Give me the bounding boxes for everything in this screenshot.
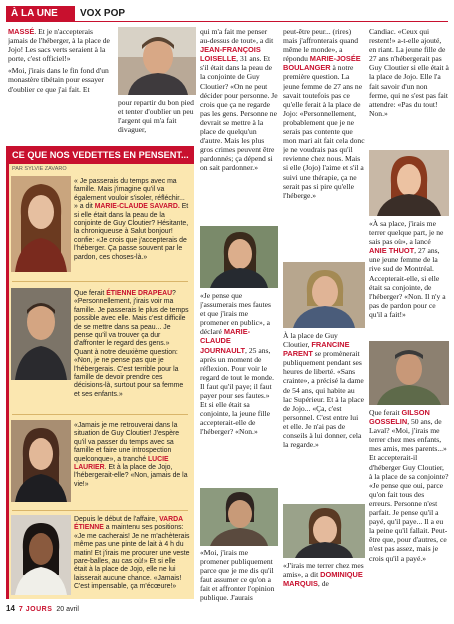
sidebar-quote-4 [74,516,190,598]
person-name: ANIE THUOT [369,246,415,256]
quote-text: «À sa place, j'irais me terrer quelque part, je ne sais pas où», a lancé [369,219,444,247]
column-5-bottom [369,408,449,604]
quote-text: , 31 ans. Et s'il était dans la peau de la conjointe de Guy Cloutier? «On ne peut décider pour personne. Je crois que ça ne regarde pas les gens. Personne ne devrait se mettre à la place de quelqu'un d'autre. Mais les plus gros crimes peuvent être pardonnés; ça dépend si on sait pardonner.» [200,54,278,173]
photo-lucie-laurier [11,420,71,502]
column-3-bottom [200,548,278,604]
quote-text: «Je pense que j'assumerais mes fautes et que j'irais me promener en public», a déclaré [200,291,271,337]
column-4-middle [283,331,365,511]
column-3-middle [200,291,278,487]
rubrique-label: À LA UNE [6,6,75,21]
quote-text: Et si elle était dans la peau de la conjointe de Guy Cloutier? Hésitante, la chroniqueuse à Salut bonjour! confie: «Je crois que j'accepterais de l'héberger. Ça passe souvent par le pardon, ces choses-là.» [74,203,189,261]
person-name: MARIE-JOSÉE BOULANGER [283,54,361,73]
quote-text: a maintenu ses positions: «Je me cacherais! Je ne m'achèterais même pas une pinte de lait à 4 h du matin! Et j'irais me procurer une veste pare-balles, au cas où!» Et si elle était à la place de Jojo, elle ne lui laisserait aucune chance. «Jamais! C'est impensable, ça m'écœure!» [74,524,190,591]
photo-varda-etienne [11,515,71,595]
person-name: JEAN-FRANÇOIS LOISELLE [200,45,261,64]
photo-man-bearded [200,488,278,546]
paragraph-1 [8,27,114,63]
quote-text: «J'irais me terrer chez mes amis», a dit [283,561,364,580]
section-title: VOX POP [80,8,126,19]
quote-text: , de [317,579,329,589]
quote-text: , 27 ans, une jeune femme de la rive sud de Montréal. Accepterait-elle, si elle était sa conjointe, de l'héberger? «Non. Il n'y a pas de pardon pour ce qu'il a fait!» [369,246,446,319]
quote-text: à notre première question. La jeune femme de 27 ans ne savait toutefois pas ce qu'elle ferait à la place de Jojo: «Personnellement, probablement que je ne serais pas contente que mon mari ait fait cela donc je ne voudrais pas qu'il revienne chez nous. Mais si elle (Jojo) l'aime et s'il a suivi une thérapie, ça ne serait pas si pire qu'elle l'héberge.» [283,63,365,200]
quote-text: «Moi, j'irais dans le fin fond d'un monastère tibétain pour essayer d'oublier ce que j'ai fait. Et [8,66,109,94]
quote-text: . Et à la place de Jojo, l'hébergerait-elle? «Non, jamais de la vie!» [74,464,188,488]
photo-anie-thuot [369,150,449,216]
person-name: GILSON GOSSELIN [369,408,430,427]
column-3 [200,27,278,223]
sidebar-title: CE QUE NOS VEDETTES EN PENSENT... [6,146,194,164]
quote-text: , 25 ans, après un moment de réflexion. Pour voir le regard de tout le monde. Il faut qu'il paye; il faut payer pour ses fautes.» Et si elle était sa conjointe, la jeune fille accepterait-elle de l'héberger? «Non.» [200,345,275,437]
person-name: VARDA ÉTIENNE [74,516,183,532]
photo-francine-parent [283,262,365,328]
magazine-name: 7 JOURS [18,606,53,613]
quote-text: Candiac. «Ceux qui restent!» a-t-elle ajouté, en riant. La jeune fille de 27 ans n'hébergerait pas Guy Cloutier si elle était à la place de Jojo. Elle l'a fait savoir d'un non ferme, qui ne s'est pas fait attendre: «Pas du tout! Non.» [369,27,449,118]
page-footer [6,604,79,613]
person-name: ÉTIENNE DRAPEAU [106,290,173,297]
issue-date: 20 avril [56,606,79,613]
quote-text: se promènerait publiquement pendant ses heures de liberté. «Sans crainte», a précisé la dame de 54 ans, qui habite au lac Supérieur. Et à la place de Jojo... «Ça, c'est personnel. C'est entre lui et elle. Je n'ai pas de conseils à lui donner, cela la regarde.» [283,349,364,450]
page-number: 14 [6,604,15,613]
photo-marie-claude-journault [200,226,278,288]
quote-text: «Jamais je me retrouverai dans la situation de Guy Cloutier! J'espère qu'il va passer du temps avec sa famille et faire une introspection quelconque», a tranché [74,422,180,463]
sidebar-separator [12,510,188,511]
column-4 [283,27,365,259]
column-1-top [8,27,114,141]
sidebar-separator [12,281,188,282]
person-name: DOMINIQUE MARQUIS [283,570,363,589]
paragraph-2 [8,66,114,93]
quote-text: peut-être peur... (rires) mais j'affronterais quand même le monde», a répondu [283,27,359,64]
quote-text: « Je passerais du temps avec ma famille. Mais j'imagine qu'il va également vouloir s'isoler, réfléchir... » a dit [74,178,185,211]
photo-gilson-gosselin [369,341,449,405]
column-4-bottom [283,561,365,605]
quote-text: . Et je n'accepterais jamais de l'héberger, à la place de Jojo! Les sacs verts seraient à la porte, c'est officiel!» [8,27,110,64]
sidebar-separator [12,414,188,415]
quote-text: À la place de Guy Cloutier, [283,331,338,350]
photo-man-portrait [118,27,196,95]
person-name: FRANCINE PARENT [283,340,350,359]
quote-text: «Moi, j'irais me promener publiquement parce que je me dis qu'il faut assumer ce qu'on a fait et affronter l'opinion publique. J'aurais [200,548,275,603]
quote-text: Que ferait [74,290,107,297]
quote-text: Que ferait [369,408,402,417]
quote-text: Depuis le début de l'affaire, [74,516,160,523]
quote-text: qui m'a fait me penser au-dessus de tout», a dit [200,27,274,46]
sidebar-quote-2 [74,290,190,410]
sidebar-quote-3 [74,422,190,508]
sidebar-quote-1 [74,178,190,276]
quote-text: pour repartir du bon pied et tenter d'oublier un peu l'argent qui m'a fait divaguer, [118,98,194,135]
person-name: LUCIE LAURIER [74,455,169,472]
sidebar-byline: PAR SYLVIE ZAVARO [12,166,67,172]
photo-marie-claude-savard [11,176,71,272]
photo-dominique-marquis [283,504,365,558]
quote-text: , 50 ans, de Laval? «Moi, j'irais me terrer chez mes enfants, mes amis, mes parents...» Et accepterait-il d'héberger Guy Cloutier, à la place de sa conjointe? «Je pense que oui, parce qu'on fait tous des erreurs. Personne n'est parfait. Je pense qu'il a payé, qu'il paye... Il a eu la peine qu'il fallait. Peut-être que, pour d'autres, ce n'est pas assez, mais je crois qu'il a payé.» [369,417,449,563]
quote-text: ? «Personnellement, j'irais voir ma famille. Je passerais le plus de temps possible avec elle. Mais c'est difficile de se mettre dans sa peau... Je pense qu'il va trouver ça dur d'affronter le regard des gens.» Quant à notre deuxième question: «Non, je ne pense pas que je l'hébergerais. C'est terrible pour la famille de devoir prendre ces décisions-là, surtout pour sa femme et ses enfants.» [74,290,189,398]
header-rule [6,21,448,22]
column-5-middle [369,219,449,339]
person-name: MARIE-CLAUDE JOURNAULT [200,327,251,355]
person-name: MASSÉ [8,27,35,36]
column-2-top [118,98,196,142]
column-5 [369,27,449,147]
person-name: MARIE-CLAUDE SAVARD. [94,203,180,211]
photo-etienne-drapeau [11,288,71,380]
